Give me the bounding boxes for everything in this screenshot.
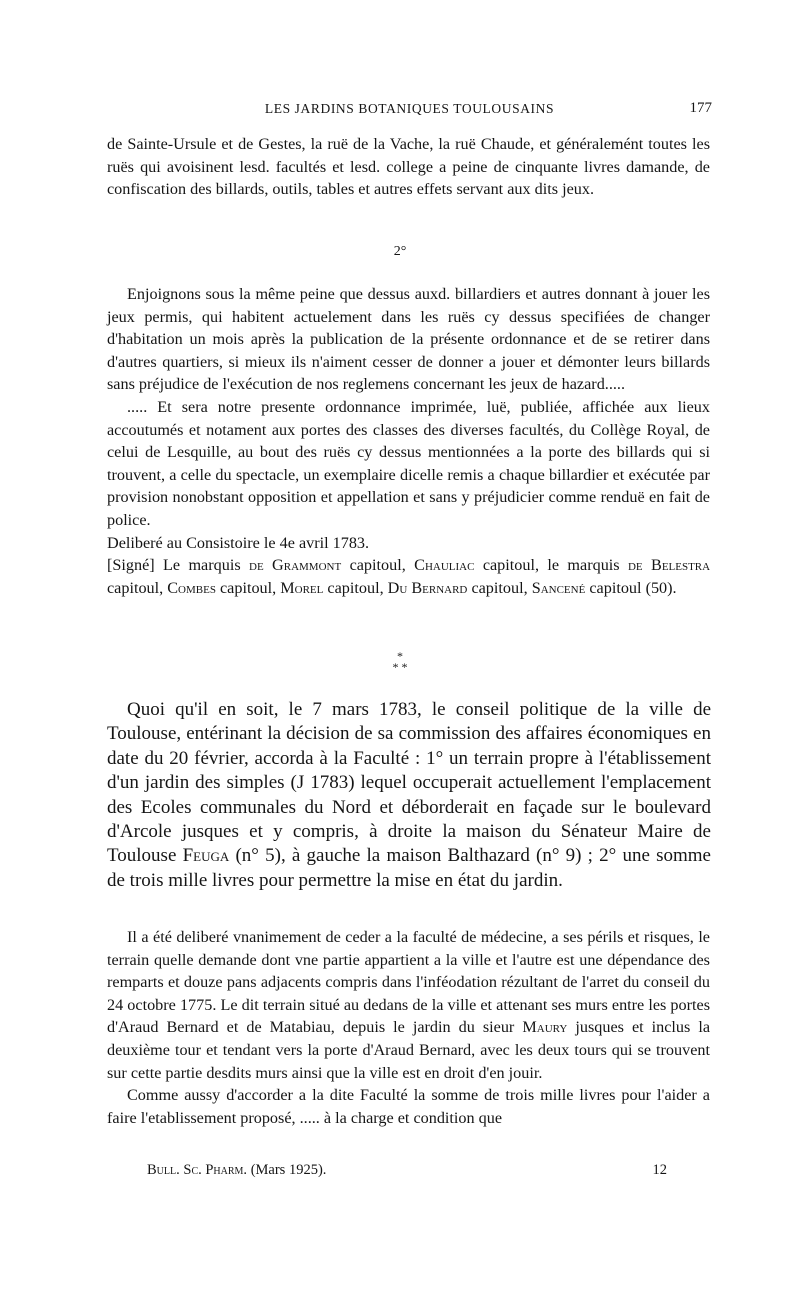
running-title: LES JARDINS BOTANIQUES TOULOUSAINS — [264, 101, 555, 116]
asterism — [0, 651, 800, 673]
asterism-top: * — [397, 649, 403, 663]
ordinance-paragraph: de Sainte-Ursule et de Gestes, la ruë de la Vache, la ruë Chaude, et généralemént toutes les ruës qui avoisinent lesd. facultés et lesd. college a peine de cinquante livres damande, de confiscation des billards, outils, tables et autres effets servant aux dits jeux. — [107, 135, 710, 199]
ordinance-block-2 — [107, 283, 710, 599]
journal-reference: Bull. Sc. Pharm. (Mars 1925). — [147, 1162, 327, 1178]
section-number: 2° — [393, 244, 407, 259]
page-footer — [107, 1162, 667, 1182]
asterism-bottom: * * — [392, 660, 408, 674]
ordinance-block-1 — [107, 133, 710, 201]
deliberation-block — [107, 926, 710, 1129]
signature-mark: 12 — [652, 1162, 667, 1178]
ordinance-paragraph: ..... Et sera notre presente ordonnance imprimée, luë, publiée, affichée aux lieux accoutumés et notament aux portes des classes des diverses facultés, du Collège Royal, de celui de Lesquille, au bout des ruës cy dessus mentionnées a la porte des billards qui si trouvent, a celle du spectacle, un exemplaire dicelle remis a chaque billardier et exécutée par provision nonobstant opposition et appellation et sans y préjudicier comme renduë en fait de police. — [107, 397, 710, 529]
signatures: [Signé] Le marquis de Grammont capitoul, Chauliac capitoul, le marquis de Belestra capitoul, Combes capitoul, Morel capitoul, Du Bernard capitoul, Sancené capitoul (50). — [107, 556, 711, 597]
deliberation-paragraph: Il a été deliberé vnanimement de ceder a la faculté de médecine, a ses périls et risques, le terrain quelle demande dont vne partie appartient a la ville et l'autre est une dépendance des remparts et douze pans adjacents compris dans l'inféodation rézultant de l'arret du conseil du 24 octobre 1775. Le dit terrain situé au dedans de la ville et attenant ses murs entre les portes d'Araud Bernard et de Matabiau, depuis le jardin du sieur Maury jusques et inclus la deuxième tour et tendant vers la porte d'Araud Bernard, avec les deux tours qui se trouvent sur cette partie desdits murs ainsi que la ville est en droit d'en jouir. — [107, 928, 711, 1082]
running-header — [107, 101, 712, 123]
ordinance-paragraph: Enjoignons sous la même peine que dessus auxd. billardiers et autres donnant à jouer les jeux permis, qui habitent actuelement dans les ruës cy dessus specifiées de changer d'habitation un mois après la publication de la présente ordonnance et de se retirer dans d'autres quartiers, si mieux ils n'aiment cesser de donner a jouer et démonter leurs billards sans préjudice de l'exécution de nos reglemens concernant les jeux de hazard..... — [107, 285, 710, 394]
main-paragraph: Quoi qu'il en soit, le 7 mars 1783, le conseil politique de la ville de Toulouse, entérinant la décision de sa commission des affaires économiques en date du 20 février, accorda à la Faculté : 1° un terrain propre à l'établissement d'un jardin des simples (J 1783) lequel occuperait actuellement l'emplacement des Ecoles communales du Nord et déborderait en façade sur le boulevard d'Arcole jusques et y compris, à droite la maison du Sénateur Maire de Toulouse Feuga (n° 5), à gauche la maison Balthazard (n° 9) ; 2° une somme de trois mille livres pour permettre la mise en état du jardin. — [107, 699, 711, 891]
deliberation-paragraph: Comme aussy d'accorder a la dite Faculté la somme de trois mille livres pour l'aider a faire l'etablissement proposé, ..... à la charge et condition que — [107, 1086, 710, 1127]
deliberation-date: Deliberé au Consistoire le 4e avril 1783. — [107, 533, 370, 552]
main-text — [107, 698, 711, 893]
page-number: 177 — [689, 100, 712, 116]
